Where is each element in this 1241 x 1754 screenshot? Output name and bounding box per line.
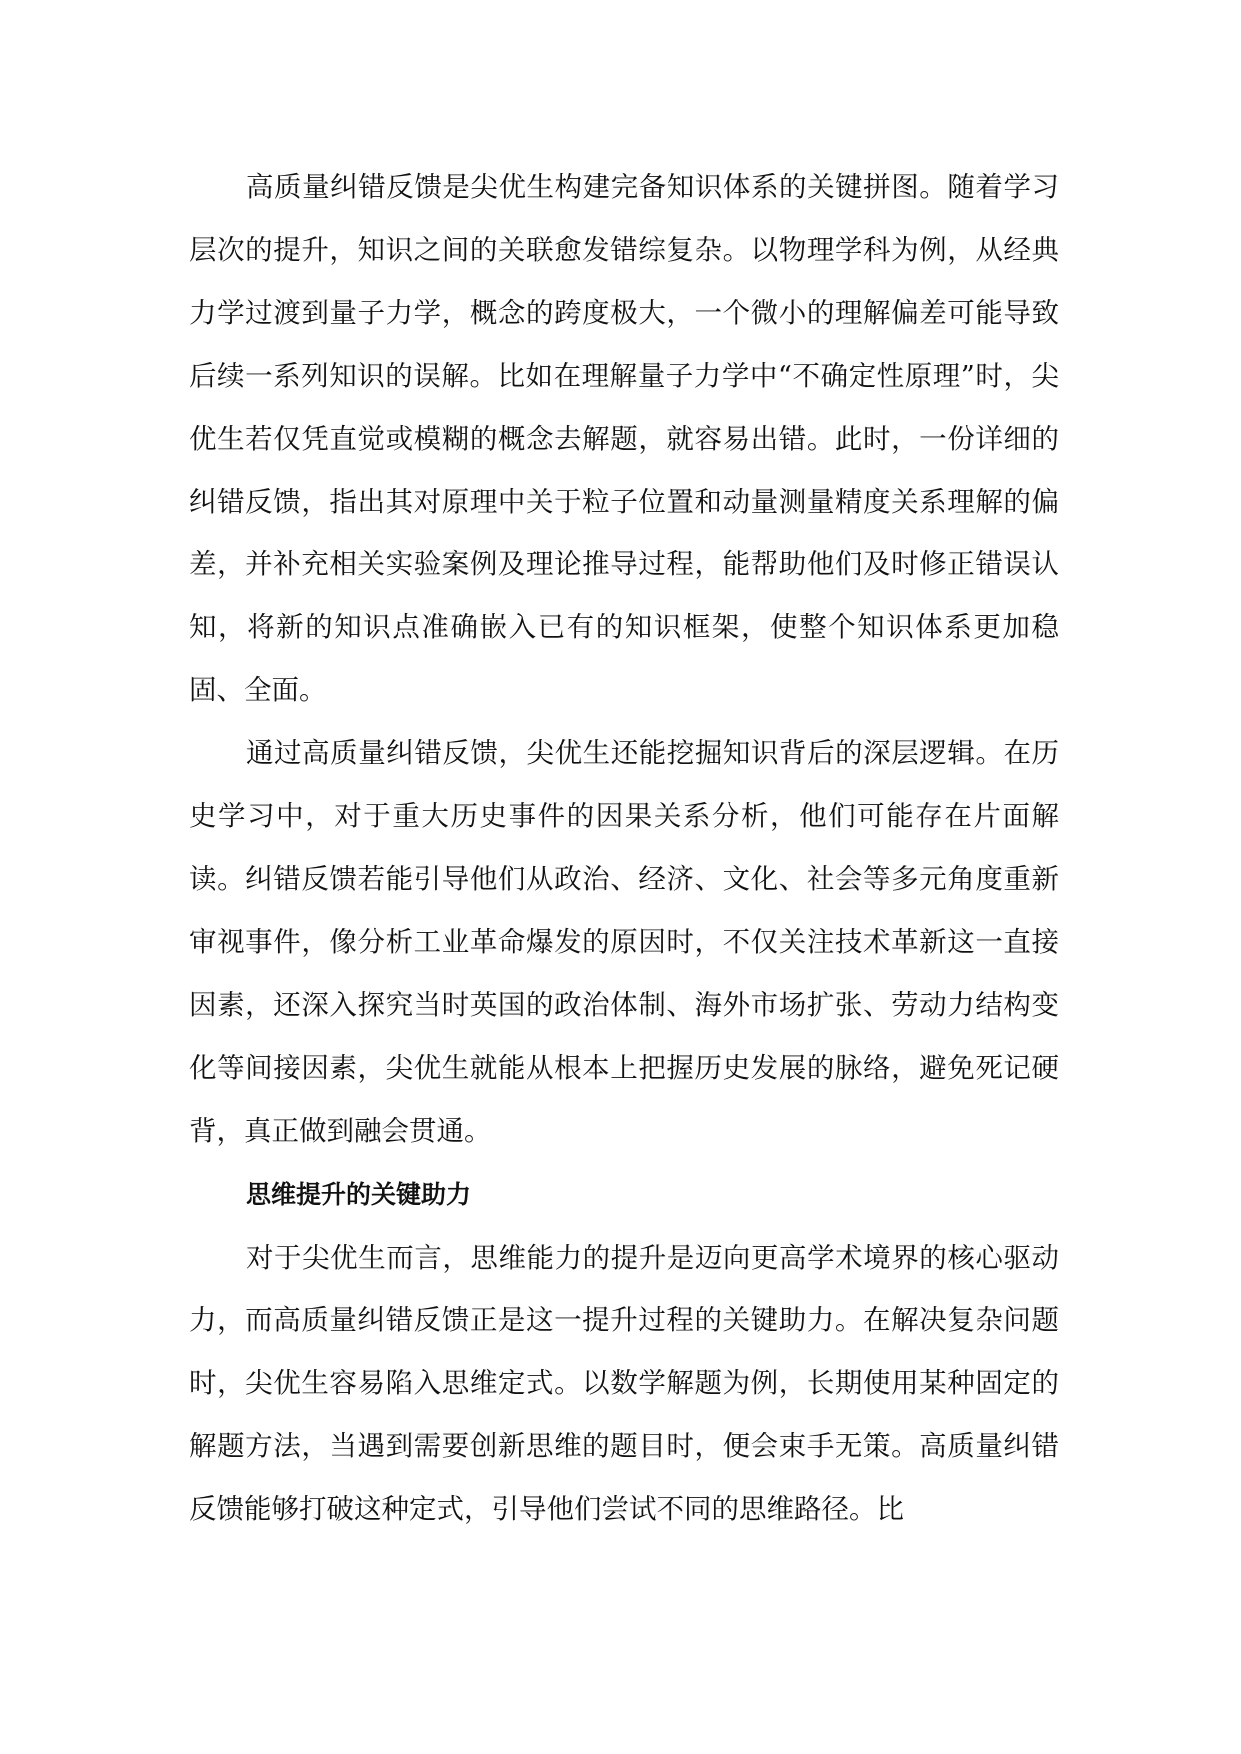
paragraph-thinking-boost: 对于尖优生而言，思维能力的提升是迈向更高学术境界的核心驱动力，而高质量纠错反馈正是这一提升过程的关键助力。在解决复杂问题时，尖优生容易陷入思维定式。以数学解题为例，长期使用某种固定的解题方法，当遇到需要创新思维的题目时，便会束手无策。高质量纠错反馈能够打破这种定式，引导他们尝试不同的思维路径。比 [189, 1241, 1059, 1526]
paragraph-knowledge-system: 高质量纠错反馈是尖优生构建完备知识体系的关键拼图。随着学习层次的提升，知识之间的关联愈发错综复杂。以物理学科为例，从经典力学过渡到量子力学，概念的跨度极大，一个微小的理解偏差可能导致后续一系列知识的误解。比如在理解量子力学中“不确定性原理”时，尖优生若仅凭直觉或模糊的概念去解题，就容易出错。此时，一份详细的纠错反馈，指出其对原理中关于粒子位置和动量测量精度关系理解的偏差，并补充相关实验案例及理论推导过程，能帮助他们及时修正错误认知，将新的知识点准确嵌入已有的知识框架，使整个知识体系更加稳固、全面。 [189, 171, 1059, 707]
paragraph-deep-logic: 通过高质量纠错反馈，尖优生还能挖掘知识背后的深层逻辑。在历史学习中，对于重大历史事件的因果关系分析，他们可能存在片面解读。纠错反馈若能引导他们从政治、经济、文化、社会等多元角度重新审视事件，像分析工业革命爆发的原因时，不仅关注技术革新这一直接因素，还深入探究当时英国的政治体制、海外市场扩张、劳动力结构变化等间接因素，尖优生就能从根本上把握历史发展的脉络，避免死记硬背，真正做到融会贯通。 [189, 737, 1059, 1147]
document-body [189, 156, 1059, 1541]
section-heading: 思维提升的关键助力 [246, 1179, 472, 1209]
